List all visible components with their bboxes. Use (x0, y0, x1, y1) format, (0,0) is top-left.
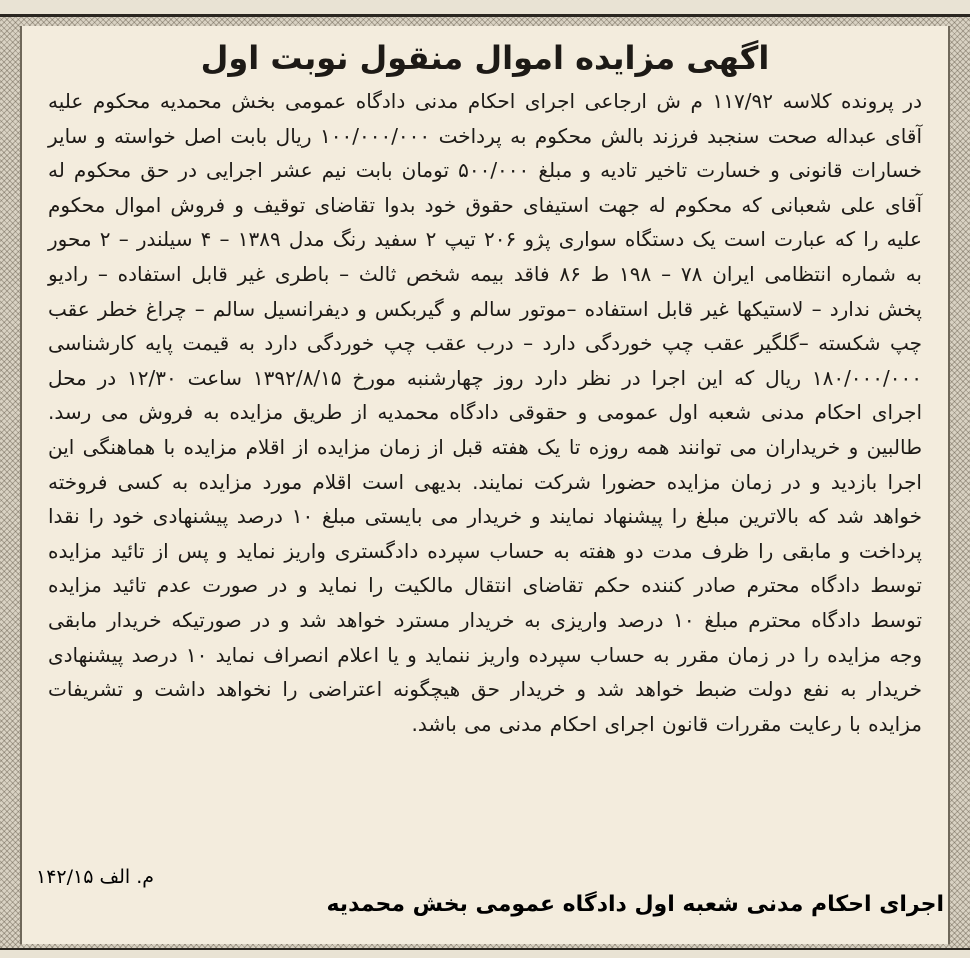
reference-number: م. الف ۱۴۲/۱۵ (36, 866, 155, 888)
top-divider (0, 0, 970, 17)
issuer-signature: اجرای احکام مدنی شعبه اول دادگاه عمومی بخش محمدیه (326, 892, 944, 917)
auction-notice (20, 26, 950, 944)
notice-footer (26, 862, 944, 926)
notice-title: اگهی مزایده اموال منقول نوبت اول (200, 39, 770, 77)
notice-body: در پرونده کلاسه ۱۱۷/۹۲ م ش ارجاعی اجرای احکام مدنی دادگاه عمومی بخش محمدیه محکوم علیه آقای عبداله صحت سنجبد فرزند بالش محکوم به پرداخت ۱۰۰/۰۰۰/۰۰۰ ریال بابت اصل خواسته و سایر خسارات قانونی و خسارت تاخیر تادیه و مبلغ ۵۰۰/۰۰۰ تومان بابت نیم عشر اجرایی در حق محکوم له آقای علی شعبانی که محکوم له جهت استیفای حقوق خود بدوا تقاضای توقیف و فروش اموال محکوم علیه را که عبارت است یک دستگاه سواری پژو ۲۰۶ تیپ ۲ سفید رنگ مدل ۱۳۸۹ – ۴ سیلندر – ۲ محور به شماره انتظامی ایران ۷۸ – ۱۹۸ ط ۸۶ فاقد بیمه شخص ثالث – باطری غیر قابل استفاده – رادیو پخش ندارد – لاستیکها غیر قابل استفاده –موتور سالم و گیربکس و دیفرانسیل سالم – چراغ خطر عقب چپ شکسته –گلگیر عقب چپ خوردگی دارد – درب عقب چپ خوردگی دارد به قیمت پایه کارشناسی ۱۸۰/۰۰۰/۰۰۰ ریال که این اجرا در نظر دارد روز چهارشنبه مورخ ۱۳۹۲/۸/۱۵ ساعت ۱۲/۳۰ در محل اجرای احکام مدنی شعبه اول عمومی و حقوقی دادگاه محمدیه از طریق مزایده به فروش می رسد. طالبین و خریداران می توانند همه روزه تا یک هفته قبل از زمان مزایده از اقلام مزایده با هماهنگی این اجرا بازدید و در زمان مزایده حضورا شرکت نمایند. بدیهی است اقلام مورد مزایده به کسی فروخته خواهد شد که بالاترین مبلغ را پیشنهاد نمایند و خریدار می بایستی مبلغ ۱۰ درصد پیشنهادی خود را نقدا پرداخت و مابقی را ظرف مدت دو هفته به حساب سپرده دادگستری واریز نماید و پس از تائید مزایده توسط دادگاه محترم صادر کننده حکم تقاضای انتقال مالکیت را نماید و در صورت عدم تائید مزایده توسط دادگاه محترم مبلغ ۱۰ درصد واریزی به خریدار مسترد خواهد شد و در صورتیکه خریدار مابقی وجه مزایده را در زمان مقرر به حساب سپرده واریز ننماید و یا اعلام انصراف نماید ۱۰ درصد پیشنهادی خریدار به نفع دولت ضبط خواهد شد و خریدار حق هیچگونه اعتراضی را نخواهد داشت و تشریفات مزایده با رعایت مقررات قانون اجرای احکام مدنی می باشد. (48, 89, 923, 736)
bottom-divider (0, 948, 970, 958)
